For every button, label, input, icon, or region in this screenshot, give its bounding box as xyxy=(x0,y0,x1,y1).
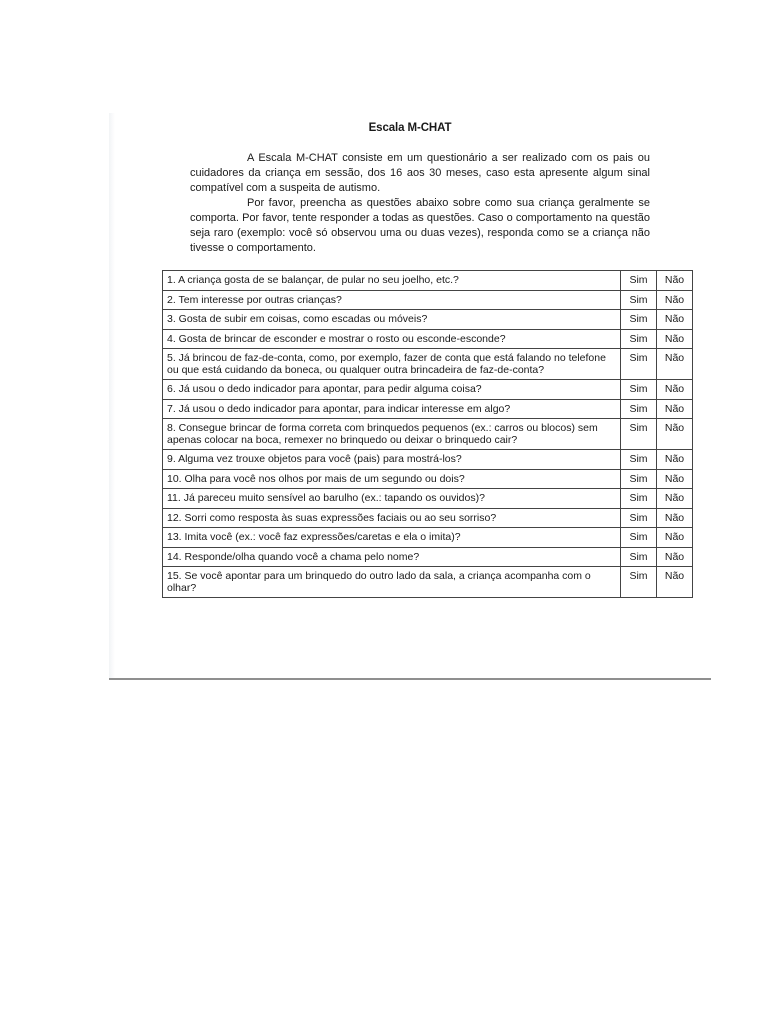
answer-no: Não xyxy=(657,567,693,598)
answer-yes: Sim xyxy=(621,450,657,470)
answer-yes: Sim xyxy=(621,380,657,400)
answer-no: Não xyxy=(657,271,693,291)
answer-yes: Sim xyxy=(621,290,657,310)
answer-no: Não xyxy=(657,419,693,450)
question-text: 2. Tem interesse por outras crianças? xyxy=(163,290,621,310)
table-row xyxy=(163,290,693,310)
question-text: 15. Se você apontar para um brinquedo do outro lado da sala, a criança acompanha com o olhar? xyxy=(163,567,621,598)
questions-table xyxy=(162,270,693,598)
table-row xyxy=(163,567,693,598)
question-text: 12. Sorri como resposta às suas expressões faciais ou ao seu sorriso? xyxy=(163,508,621,528)
answer-no: Não xyxy=(657,450,693,470)
table-row xyxy=(163,489,693,509)
answer-yes: Sim xyxy=(621,399,657,419)
answer-no: Não xyxy=(657,329,693,349)
question-text: 10. Olha para você nos olhos por mais de um segundo ou dois? xyxy=(163,469,621,489)
answer-yes: Sim xyxy=(621,547,657,567)
intro-text xyxy=(190,151,650,256)
answer-no: Não xyxy=(657,399,693,419)
question-text: 7. Já usou o dedo indicador para apontar, para indicar interesse em algo? xyxy=(163,399,621,419)
answer-yes: Sim xyxy=(621,310,657,330)
answer-no: Não xyxy=(657,310,693,330)
table-row xyxy=(163,380,693,400)
answer-yes: Sim xyxy=(621,469,657,489)
answer-yes: Sim xyxy=(621,508,657,528)
answer-yes: Sim xyxy=(621,329,657,349)
table-row xyxy=(163,349,693,380)
question-text: 6. Já usou o dedo indicador para apontar, para pedir alguma coisa? xyxy=(163,380,621,400)
table-row xyxy=(163,508,693,528)
scanned-document-image xyxy=(109,113,711,680)
question-text: 11. Já pareceu muito sensível ao barulho (ex.: tapando os ouvidos)? xyxy=(163,489,621,509)
instructions-paragraph: Por favor, preencha as questões abaixo sobre como sua criança geralmente se comporta. Por favor, tente responder a todas as questões. Caso o comportamento na questão seja raro (exemplo: você só observou uma ou duas vezes), responda como se a criança não tivesse o comportamento. xyxy=(190,197,650,254)
table-row xyxy=(163,450,693,470)
answer-no: Não xyxy=(657,349,693,380)
answer-yes: Sim xyxy=(621,419,657,450)
table-row xyxy=(163,271,693,291)
table-row xyxy=(163,528,693,548)
answer-no: Não xyxy=(657,508,693,528)
question-text: 13. Imita você (ex.: você faz expressões/caretas e ela o imita)? xyxy=(163,528,621,548)
answer-no: Não xyxy=(657,547,693,567)
scan-edge xyxy=(109,113,115,678)
answer-no: Não xyxy=(657,380,693,400)
table-row xyxy=(163,469,693,489)
table-row xyxy=(163,399,693,419)
intro-paragraph: A Escala M-CHAT consiste em um questionário a ser realizado com os pais ou cuidadores da criança em sessão, dos 16 aos 30 meses, caso esta apresente algum sinal compatível com a suspeita de autismo. xyxy=(190,152,650,194)
table-row xyxy=(163,547,693,567)
answer-no: Não xyxy=(657,489,693,509)
answer-no: Não xyxy=(657,469,693,489)
question-text: 8. Consegue brincar de forma correta com brinquedos pequenos (ex.: carros ou blocos) sem apenas colocar na boca, remexer no brinquedo ou deixar o brinquedo cair? xyxy=(163,419,621,450)
answer-yes: Sim xyxy=(621,349,657,380)
table-row xyxy=(163,310,693,330)
question-text: 3. Gosta de subir em coisas, como escadas ou móveis? xyxy=(163,310,621,330)
question-text: 14. Responde/olha quando você a chama pelo nome? xyxy=(163,547,621,567)
document-title: Escala M-CHAT xyxy=(368,122,452,134)
answer-no: Não xyxy=(657,528,693,548)
question-text: 4. Gosta de brincar de esconder e mostrar o rosto ou esconde-esconde? xyxy=(163,329,621,349)
question-text: 1. A criança gosta de se balançar, de pular no seu joelho, etc.? xyxy=(163,271,621,291)
answer-yes: Sim xyxy=(621,271,657,291)
question-text: 5. Já brincou de faz-de-conta, como, por exemplo, fazer de conta que está falando no telefone ou que está cuidando da boneca, ou qualquer outra brincadeira de faz-de-conta? xyxy=(163,349,621,380)
question-text: 9. Alguma vez trouxe objetos para você (pais) para mostrá-los? xyxy=(163,450,621,470)
answer-yes: Sim xyxy=(621,528,657,548)
answer-yes: Sim xyxy=(621,489,657,509)
table-row xyxy=(163,329,693,349)
answer-yes: Sim xyxy=(621,567,657,598)
table-row xyxy=(163,419,693,450)
answer-no: Não xyxy=(657,290,693,310)
